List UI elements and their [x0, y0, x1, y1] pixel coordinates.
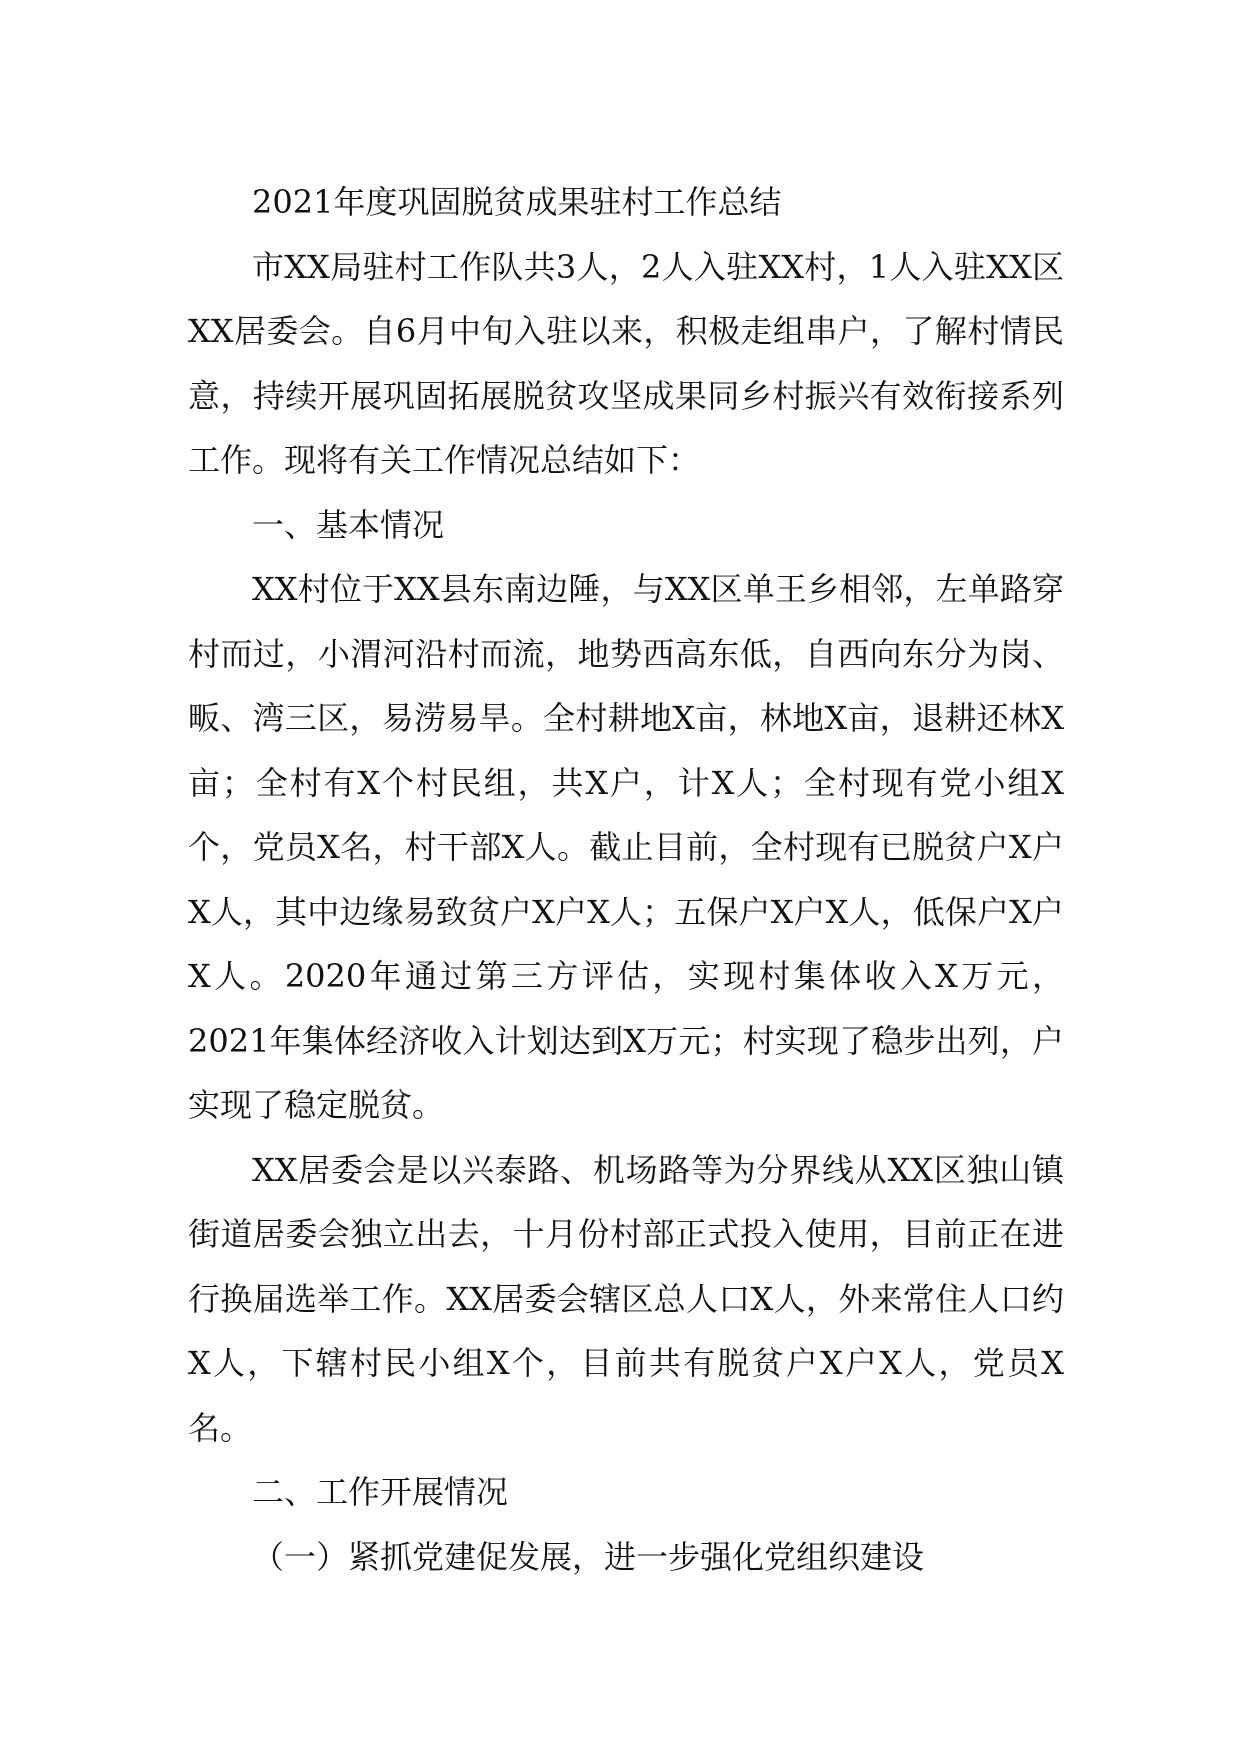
committee-overview-paragraph: XX居委会是以兴泰路、机场路等为分界线从XX区独山镇街道居委会独立出去，十月份村部正式投入使用，目前正在进行换届选举工作。XX居委会辖区总人口X人，外来常住人口约X人，下辖村民小组X个，目前共有脱贫户X户X人，党员X名。: [188, 1150, 1064, 1447]
village-overview-paragraph: XX村位于XX县东南边陲，与XX区单王乡相邻，左单路穿村而过，小渭河沿村而流，地势西高东低，自西向东分为岗、畈、湾三区，易涝易旱。全村耕地X亩，林地X亩，退耕还林X亩；全村有X个村民组，共X户，计X人；全村现有党小组X个，党员X名，村干部X人。截止目前，全村现有已脱贫户X户X人，其中边缘易致贫户X户X人；五保户X户X人，低保户X户X人。2020年通过第三方评估，实现村集体收入X万元，2021年集体经济收入计划达到X万元；村实现了稳步出列，户实现了稳定脱贫。: [188, 570, 1064, 1124]
intro-paragraph: 市XX局驻村工作队共3人，2人入驻XX村，1人入驻XX区XX居委会。自6月中旬入驻以来，积极走组串户，了解村情民意，持续开展巩固拓展脱贫攻坚成果同乡村振兴有效衔接系列工作。现将有关工作情况总结如下：: [188, 247, 1064, 479]
section-heading-basic-situation: 一、基本情况: [252, 505, 445, 544]
section-heading-work-progress: 二、工作开展情况: [252, 1473, 509, 1511]
document-title: 2021年度巩固脱贫成果驻村工作总结: [252, 183, 782, 221]
document-page: [188, 170, 1064, 1589]
subsection-heading-party-building: （一）紧抓党建促发展，进一步强化党组织建设: [252, 1537, 925, 1576]
